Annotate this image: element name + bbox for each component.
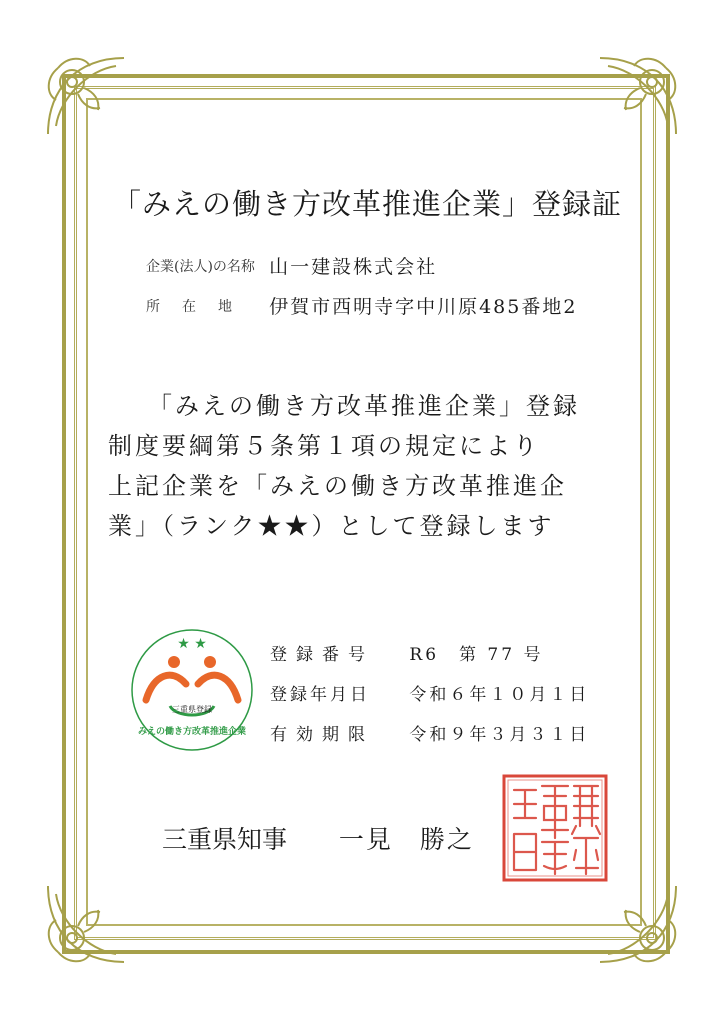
expiry-value: 令和９年３月３１日 [409,725,590,745]
signer [162,820,474,856]
registration-number-value: R6 第 77 号 [409,645,544,665]
signer-name: 一見 勝之 [338,825,474,854]
body-line: 上記企業を「みえの働き方改革推進企 [108,472,567,500]
address-row [146,292,626,319]
body-line: 制度要綱第５条第１項の規定により [108,432,540,460]
registration-number-label: 登録番号 [270,645,374,665]
certificate-title: 「みえの働き方改革推進企業」登録証 [112,187,623,221]
company-label: 企業(法人)の名称 [146,258,255,275]
address-value: 伊賀市西明寺字中川原485番地2 [269,296,578,318]
registration-date-value: 令和６年１０月１日 [409,685,590,705]
signer-title: 三重県知事 [162,825,288,854]
corner-ornament-icon [38,876,134,972]
registration-number-row [270,640,610,665]
registration-date-label: 登録年月日 [270,685,370,705]
corner-ornament-icon [38,48,134,144]
official-seal-stamp [500,772,610,884]
registration-date-row [270,680,610,705]
corner-ornament-icon [590,876,686,972]
logo-stars: ★ ★ [177,636,207,652]
body-line: 業」（ランク★★）として登録します [108,512,555,540]
logo-ring-text: みえの働き方改革推進企業 [137,727,247,737]
body-line: 「みえの働き方改革推進企業」登録 [148,392,580,420]
certification-logo [130,628,254,752]
expiry-row [270,720,610,745]
corner-ornament-icon [590,48,686,144]
logo-top-text: 三重県登録 [172,705,212,714]
company-name: 山一建設株式会社 [269,256,438,278]
company-row [146,252,626,279]
expiry-label: 有効期限 [270,725,374,745]
address-label: 所在地 [146,298,254,315]
